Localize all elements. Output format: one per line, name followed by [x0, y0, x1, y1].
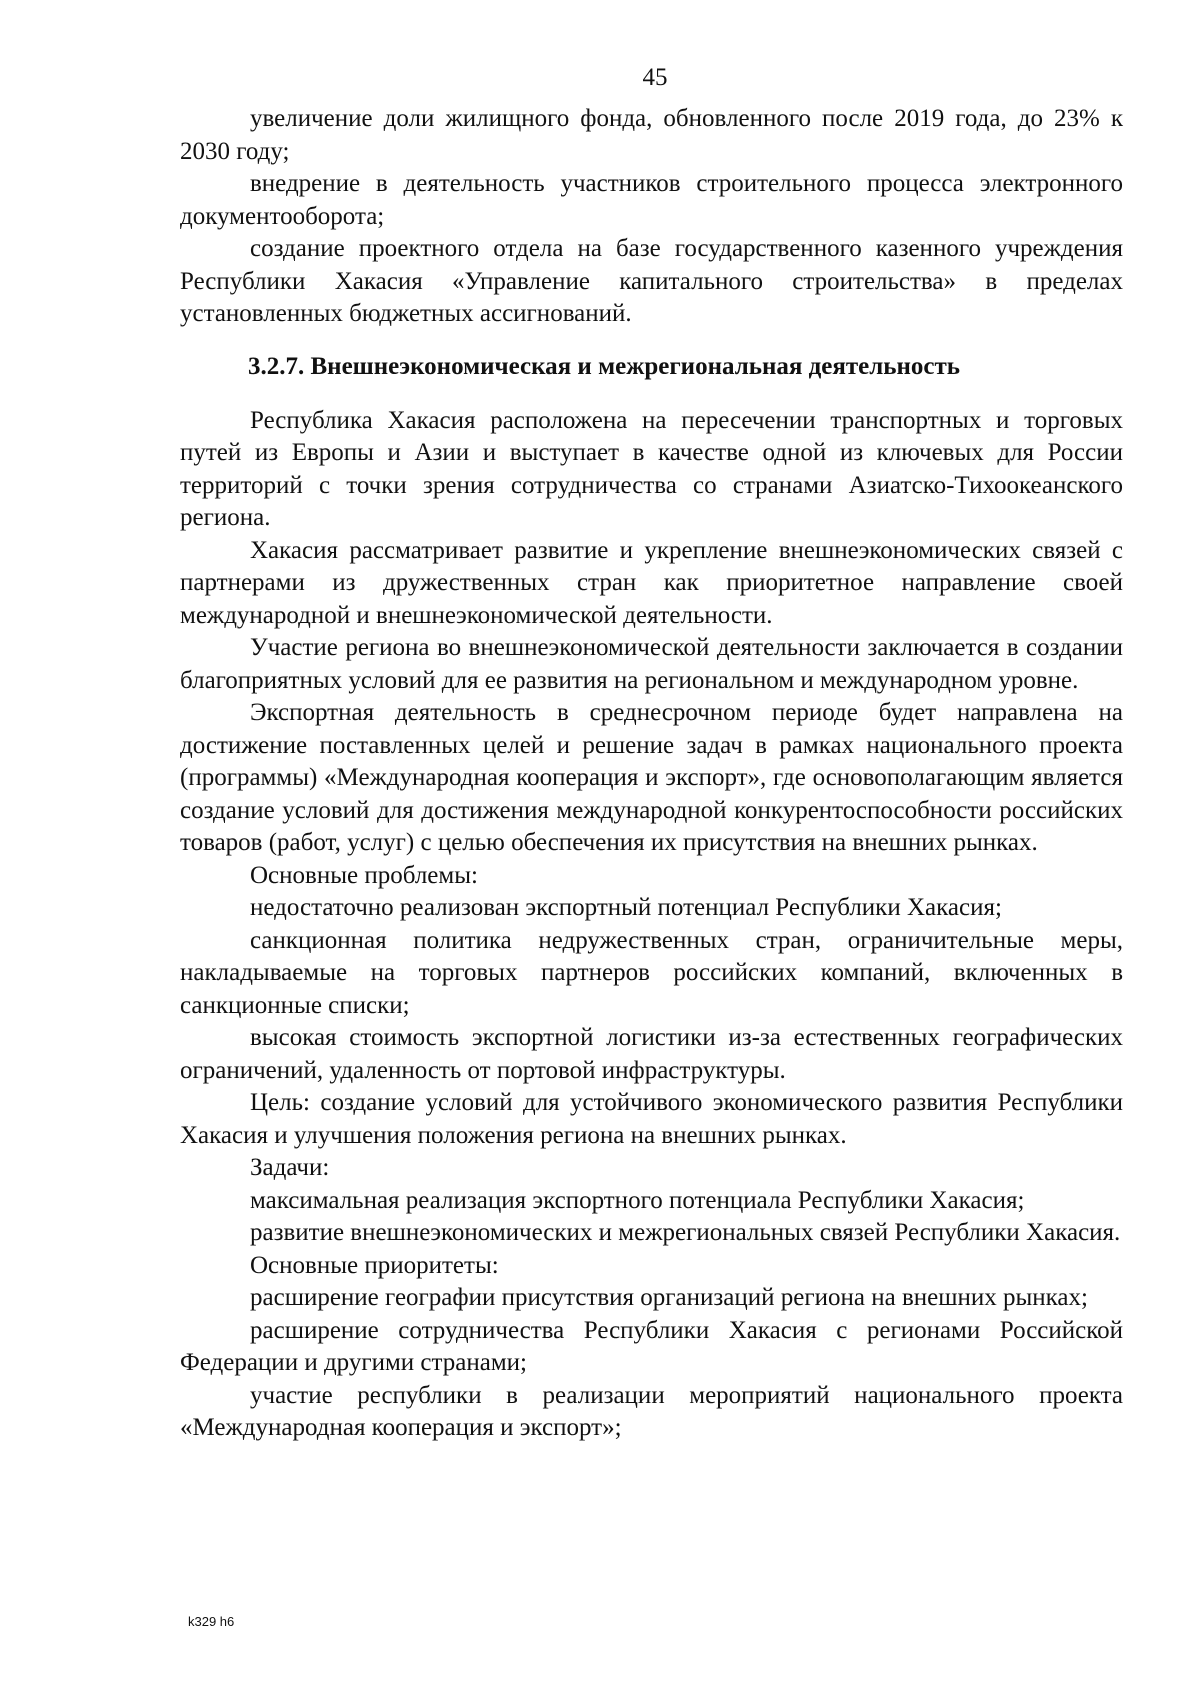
- paragraph: создание проектного отдела на базе государственного казенного учреждения Республики Хакасия «Управление капитального строительства» в пределах установленных бюджетных ассигнований.: [180, 235, 1123, 327]
- list-item: недостаточно реализован экспортный потенциал Республики Хакасия;: [250, 894, 1002, 921]
- list-item: расширение сотрудничества Республики Хакасия с регионами Российской Федерации и другими странами;: [180, 1316, 1123, 1376]
- list-item: высокая стоимость экспортной логистики из-за естественных географических ограничений, удаленность от портовой инфраструктуры.: [180, 1024, 1123, 1084]
- list-item: развитие внешнеэкономических и межрегиональных связей Республики Хакасия.: [250, 1219, 1121, 1246]
- document-body: [180, 103, 1123, 1445]
- paragraph: Экспортная деятельность в среднесрочном периоде будет направлена на достижение поставленных целей и решение задач в рамках национального проекта (программы) «Международная кооперация и экспорт», где основополагающим является создание условий для достижения международной конкурентоспособности российских товаров (работ, услуг) с целью обеспечения их присутствия на внешних рынках.: [180, 699, 1123, 856]
- list-intro: Основные приоритеты:: [250, 1251, 499, 1279]
- section-heading: 3.2.7. Внешнеэкономическая и межрегиональная деятельность: [248, 352, 961, 380]
- page-number: 45: [642, 64, 668, 91]
- list-item: участие республики в реализации мероприятий национального проекта «Международная кооперация и экспорт»;: [180, 1381, 1123, 1441]
- paragraph: Участие региона во внешнеэкономической деятельности заключается в создании благоприятных условий для ее развития на региональном и международном уровне.: [180, 634, 1123, 694]
- paragraph: Республика Хакасия расположена на пересечении транспортных и торговых путей из Европы и Азии и выступает в качестве одной из ключевых для России территорий с точки зрения сотрудничества со странами Азиатско-Тихоокеанского региона.: [180, 406, 1123, 531]
- list-intro: Задачи:: [250, 1154, 330, 1181]
- paragraph: Хакасия рассматривает развитие и укрепление внешнеэкономических связей с партнерами из дружественных стран как приоритетное направление своей международной и внешнеэкономической деятельности.: [180, 536, 1123, 629]
- list-item: максимальная реализация экспортного потенциала Республики Хакасия;: [250, 1186, 1025, 1214]
- footer-code: k329 h6: [188, 1614, 235, 1629]
- list-item: расширение географии присутствия организаций региона на внешних рынках;: [250, 1284, 1088, 1311]
- list-item: санкционная политика недружественных стран, ограничительные меры, накладываемые на торговых партнеров российских компаний, включенных в санкционные списки;: [180, 926, 1123, 1019]
- paragraph: увеличение доли жилищного фонда, обновленного после 2019 года, до 23% к 2030 году;: [180, 105, 1123, 165]
- paragraph: Цель: создание условий для устойчивого экономического развития Республики Хакасия и улучшения положения региона на внешних рынках.: [180, 1089, 1123, 1149]
- paragraph: внедрение в деятельность участников строительного процесса электронного документооборота;: [180, 170, 1123, 230]
- list-intro: Основные проблемы:: [250, 861, 478, 889]
